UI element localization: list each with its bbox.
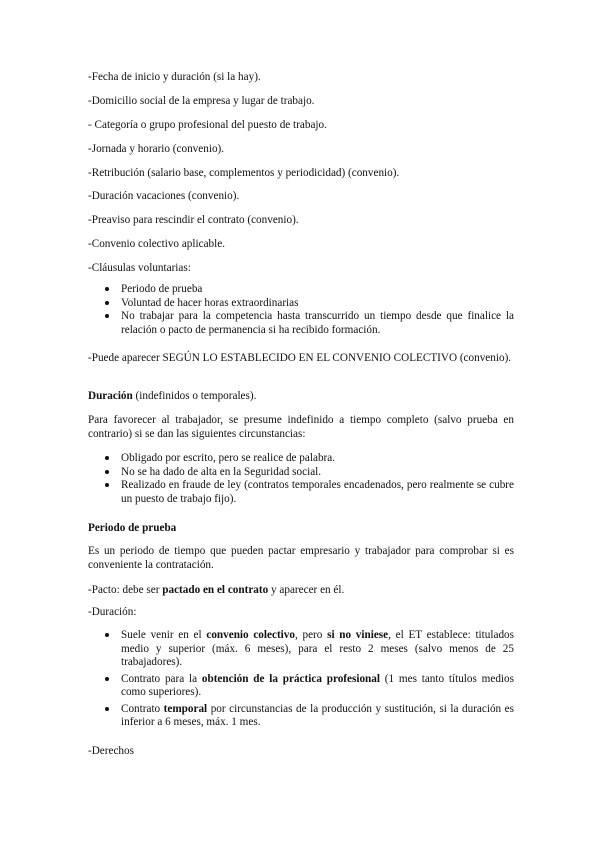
item3-pre: Contrato <box>121 702 164 715</box>
paragraph-favorecer: Para favorecer al trabajador, se presume indefinido a tiempo completo (salvo prueba en contrario) si se dan las siguientes circunstancias: <box>88 414 514 440</box>
circunstancias-list <box>88 452 514 506</box>
heading-periodo-prueba <box>88 522 176 536</box>
item2-bold: obtención de la práctica profesional <box>201 672 380 685</box>
heading-duracion-bold: Duración <box>88 390 133 402</box>
line-vacaciones: -Duración vacaciones (convenio). <box>88 190 240 202</box>
item3-bold: temporal <box>163 702 208 715</box>
line-duracion: -Duración: <box>88 606 137 618</box>
line-clausulas: -Cláusulas voluntarias: <box>88 262 191 274</box>
line-pacto <box>88 584 344 598</box>
item1-bold1: convenio colectivo <box>206 629 295 641</box>
list-item: Periodo de prueba <box>88 283 514 297</box>
list-item: Realizado en fraude de ley (contratos temporales encadenados, pero realmente se cubre un puesto de trabajo fijo). <box>88 479 514 506</box>
list-item: Voluntad de hacer horas extraordinarias <box>88 297 514 311</box>
item1-pre: Suele venir en el <box>121 629 207 641</box>
duracion-list <box>88 629 514 733</box>
item1-post: , el ET establece: titulados medio y superior (máx. 6 meses), para el resto 2 meses (salvo menos de 25 trabajadores). <box>121 629 514 668</box>
line-fecha: -Fecha de inicio y duración (si la hay). <box>88 71 261 83</box>
pacto-post: y aparecer en él. <box>268 584 345 596</box>
line-jornada: -Jornada y horario (convenio). <box>88 143 225 155</box>
pacto-pre: -Pacto: debe ser <box>88 584 163 596</box>
item2-post: (1 mes tanto títulos medios como superiores). <box>121 672 514 698</box>
line-derechos: -Derechos <box>88 745 134 757</box>
line-categoria: - Categoría o grupo profesional del puesto de trabajo. <box>88 119 327 131</box>
item1-bold2: si no viniese <box>327 629 389 641</box>
item1-mid: , pero <box>294 629 328 641</box>
paragraph-puede-aparecer: -Puede aparecer SEGÚN LO ESTABLECIDO EN EL CONVENIO COLECTIVO (convenio). <box>88 352 512 364</box>
item3-post: por circunstancias de la producción y sustitución, si la duración es inferior a 6 meses, máx. 1 mes. <box>121 702 514 728</box>
heading-periodo-bold: Periodo de prueba <box>88 522 177 534</box>
item2-pre: Contrato para la <box>121 672 202 685</box>
list-item: Obligado por escrito, pero se realice de palabra. <box>88 452 514 466</box>
list-item: No trabajar para la competencia hasta transcurrido un tiempo desde que finalice la relación o pacto de permanencia si ha recibido formación. <box>88 310 514 337</box>
list-item <box>88 703 514 730</box>
line-convenio: -Convenio colectivo aplicable. <box>88 238 225 250</box>
line-retribucion: -Retribución (salario base, complementos y periodicidad) (convenio). <box>88 167 400 179</box>
clausulas-list <box>88 283 514 337</box>
list-item <box>88 673 514 700</box>
heading-duracion-rest: (indefinidos o temporales). <box>132 390 257 402</box>
list-item: No se ha dado de alta en la Seguridad social. <box>88 466 514 480</box>
line-preaviso: -Preaviso para rescindir el contrato (convenio). <box>88 214 299 226</box>
heading-duracion <box>88 390 256 404</box>
paragraph-periodo-def: Es un periodo de tiempo que pueden pactar empresario y trabajador para comprobar si es conveniente la contratación. <box>88 545 514 571</box>
list-item <box>88 629 514 670</box>
pacto-bold: pactado en el contrato <box>162 584 269 596</box>
line-domicilio: -Domicilio social de la empresa y lugar de trabajo. <box>88 95 315 107</box>
